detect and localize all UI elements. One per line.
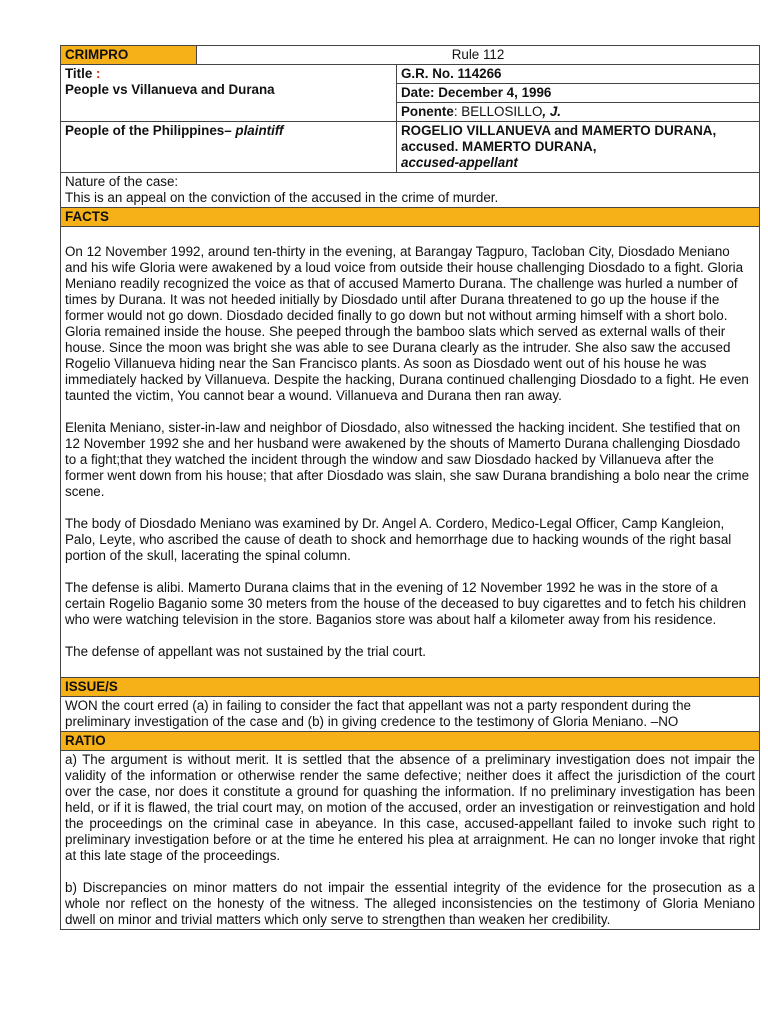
header-row-title (61, 65, 760, 84)
ponente-cell (397, 103, 760, 122)
issues-row (61, 697, 760, 732)
nature-text: This is an appeal on the conviction of the accused in the crime of murder. (65, 190, 499, 205)
header-row-subject (61, 46, 760, 65)
facts-heading-row (61, 208, 760, 227)
ponente-name: : BELLOSILLO (453, 104, 543, 119)
issues-heading: ISSUE/S (61, 678, 760, 697)
parties-row (61, 122, 760, 173)
title-label: Title (65, 66, 93, 81)
facts-paragraph: The defense of appellant was not sustained by the trial court. (65, 644, 427, 659)
decision-date: Date: December 4, 1996 (397, 84, 760, 103)
gr-number: G.R. No. 114266 (397, 65, 760, 84)
facts-paragraph: On 12 November 1992, around ten-thirty in the evening, at Barangay Tagpuro, Tacloban City, Diosdado Meniano and his wife Gloria were awakened by a loud voice from outside their house challenging Diosdado to a fight. Gloria Meniano readily recognized the voice as that of accused Mamerto Durana. The challenge was hurled a number of times by Durana. It was not heeded initially by Diosdado until after Durana threatened to go up the house if the former would not go down. Diosdado decided finally to go down but not without arming himself with a short bolo. Gloria remained inside the house. She peeped through the bamboo slats which served as external walls of their house. Since the moon was bright she was able to see Durana clearly as the intruder. She also saw the accused Rogelio Villanueva hiding near the San Francisco plants. As soon as Diosdado went out of his house he was immediately hacked by Villanueva. Despite the hacking, Durana continued challenging Diosdado to a fight. He even taunted the victim, You cannot bear a wound. Villanueva and Durana then ran away. (65, 244, 749, 403)
accused-cell (397, 122, 760, 173)
ratio-paragraph: b) Discrepancies on minor matters do not impair the essential integrity of the evidence for the prosecution as a whole nor reflect on the honesty of the witness. The alleged inconsistencies on the testimony of Gloria Meniano dwell on minor and trivial matters which only serve to strengthen than weaken her credibility. (65, 880, 756, 927)
plaintiff-role: – plaintiff (224, 123, 284, 138)
plaintiff-name: People of the Philippines (65, 123, 225, 138)
accused-role: accused-appellant (401, 155, 518, 170)
ratio-heading-row (61, 732, 760, 751)
title-cell (61, 65, 397, 122)
ratio-row (61, 751, 760, 930)
issues-heading-row (61, 678, 760, 697)
ponente-justice: , J. (542, 104, 562, 119)
subject-cell: CRIMPRO (61, 46, 197, 65)
facts-cell (61, 227, 760, 678)
nature-row (61, 173, 760, 208)
facts-row (61, 227, 760, 678)
ratio-cell (61, 751, 760, 930)
ratio-heading: RATIO (61, 732, 760, 751)
rule-cell: Rule 112 (197, 46, 760, 65)
case-title: People vs Villanueva and Durana (65, 82, 275, 97)
accused-names: ROGELIO VILLANUEVA and MAMERTO DURANA, accused. MAMERTO DURANA, (401, 123, 717, 154)
facts-paragraph: Elenita Meniano, sister-in-law and neighbor of Diosdado, also witnessed the hacking incident. She testified that on 12 November 1992 she and her husband were awakened by the shouts of Mamerto Durana challenging Diosdado to a fight;that they watched the incident through the window and saw Diosdado hacked by Villanueva after the former went down from his house; that after Diosdado was slain, she saw Durana brandishing a bolo near the crime scene. (65, 420, 750, 499)
facts-heading: FACTS (61, 208, 760, 227)
issues-cell: WON the court erred (a) in failing to consider the fact that appellant was not a party respondent during the preliminary investigation of the case and (b) in giving credence to the testimony of Gloria Meniano. –NO (61, 697, 760, 732)
case-digest-table (60, 45, 760, 930)
plaintiff-cell (61, 122, 397, 173)
nature-label: Nature of the case: (65, 174, 179, 189)
ratio-paragraph: a) The argument is without merit. It is settled that the absence of a preliminary investigation does not impair the validity of the information or otherwise render the same defective; neither does it affect the jurisdiction of the court over the case, nor does it constitute a ground for quashing the information. If no preliminary investigation has been held, or if it is flawed, the trial court may, on motion of the accused, order an investigation or reinvestigation and hold the proceedings on the criminal case in abeyance. In this case, accused-appellant failed to invoke such right to preliminary investigation before or at the time he entered his plea at arraignment. He can no longer invoke that right at this late stage of the proceedings. (65, 752, 756, 863)
facts-paragraph: The defense is alibi. Mamerto Durana claims that in the evening of 12 November 1992 he was in the store of a certain Rogelio Baganio some 30 meters from the house of the deceased to buy cigarettes and to fetch his children who were watching television in the store. Baganios store was about half a kilometer away from his residence. (65, 580, 747, 627)
title-colon: : (96, 66, 101, 81)
case-digest (60, 45, 759, 930)
nature-cell (61, 173, 760, 208)
facts-paragraph: The body of Diosdado Meniano was examined by Dr. Angel A. Cordero, Medico-Legal Officer, Camp Kangleion, Palo, Leyte, who ascribed the cause of death to shock and hemorrhage due to hacking wounds of the right basal portion of the skull, lacerating the spinal column. (65, 516, 732, 563)
ponente-label: Ponente (401, 104, 454, 119)
